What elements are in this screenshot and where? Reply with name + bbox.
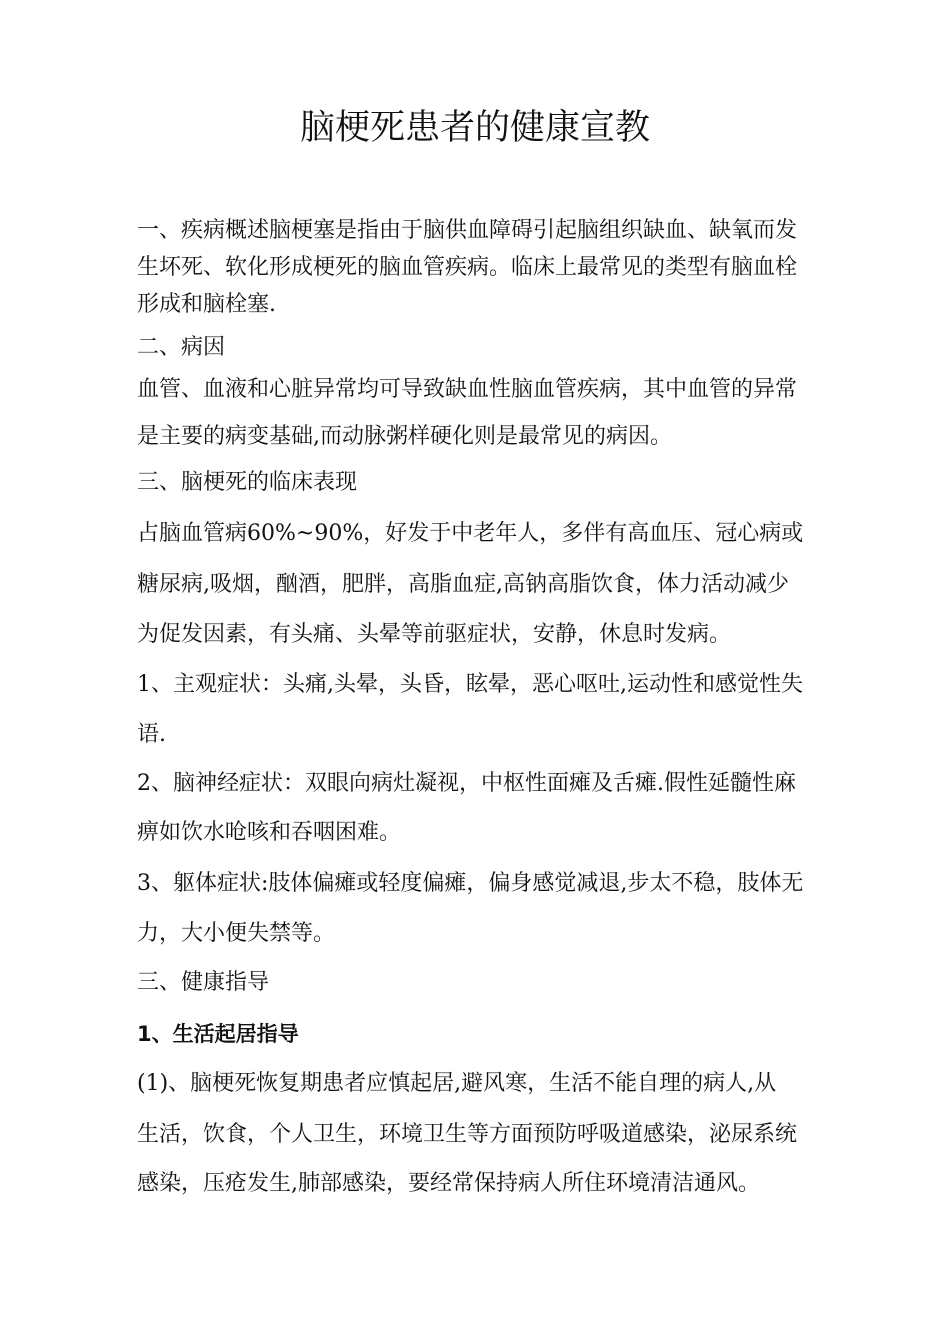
text-line: 血管、血液和心脏异常均可导致缺血性脑血管疾病，其中血管的异常 — [137, 377, 798, 402]
section-heading: 三、脑梗死的临床表现 — [137, 470, 358, 495]
text-line: 一、疾病概述脑梗塞是指由于脑供血障碍引起脑组织缺血、缺氧而发 — [137, 218, 798, 243]
text-line: 生活，饮食，个人卫生，环境卫生等方面预防呼吸道感染，泌尿系统 — [137, 1122, 798, 1147]
page-title: 脑梗死患者的健康宣教 — [299, 108, 650, 148]
text-line: 2、脑神经症状：双眼向病灶凝视，中枢性面瘫及舌瘫.假性延髓性麻 — [137, 771, 796, 796]
text-line: 1、主观症状：头痛,头晕，头昏，眩晕，恶心呕吐,运动性和感觉性失 — [137, 672, 803, 697]
text-line: 为促发因素，有头痛、头晕等前驱症状，安静，休息时发病。 — [137, 622, 732, 647]
subsection-heading: 1、生活起居指导 — [137, 1022, 299, 1046]
text-line: 形成和脑栓塞. — [137, 292, 276, 317]
text-line: 是主要的病变基础,而动脉粥样硬化则是最常见的病因。 — [137, 424, 672, 449]
text-line: 语. — [137, 722, 166, 747]
text-line: 占脑血管病60%~90%，好发于中老年人，多伴有高血压、冠心病或 — [137, 521, 804, 546]
section-heading: 二、病因 — [137, 335, 226, 360]
text-line: 感染，压疮发生,肺部感染，要经常保持病人所住环境清洁通风。 — [137, 1171, 760, 1196]
text-line: 糖尿病,吸烟，酗酒，肥胖，高脂血症,高钠高脂饮食，体力活动减少 — [137, 572, 789, 597]
text-line: 力，大小便失禁等。 — [137, 921, 336, 946]
text-line: (1)、脑梗死恢复期患者应慎起居,避风寒，生活不能自理的病人,从 — [137, 1071, 777, 1096]
text-line: 生坏死、软化形成梗死的脑血管疾病。临床上最常见的类型有脑血栓 — [137, 255, 798, 280]
text-line: 痹如饮水呛咳和吞咽困难。 — [137, 820, 402, 845]
section-heading: 三、健康指导 — [137, 970, 270, 995]
text-line: 3、躯体症状:肢体偏瘫或轻度偏瘫，偏身感觉减退,步太不稳，肢体无 — [137, 871, 804, 896]
